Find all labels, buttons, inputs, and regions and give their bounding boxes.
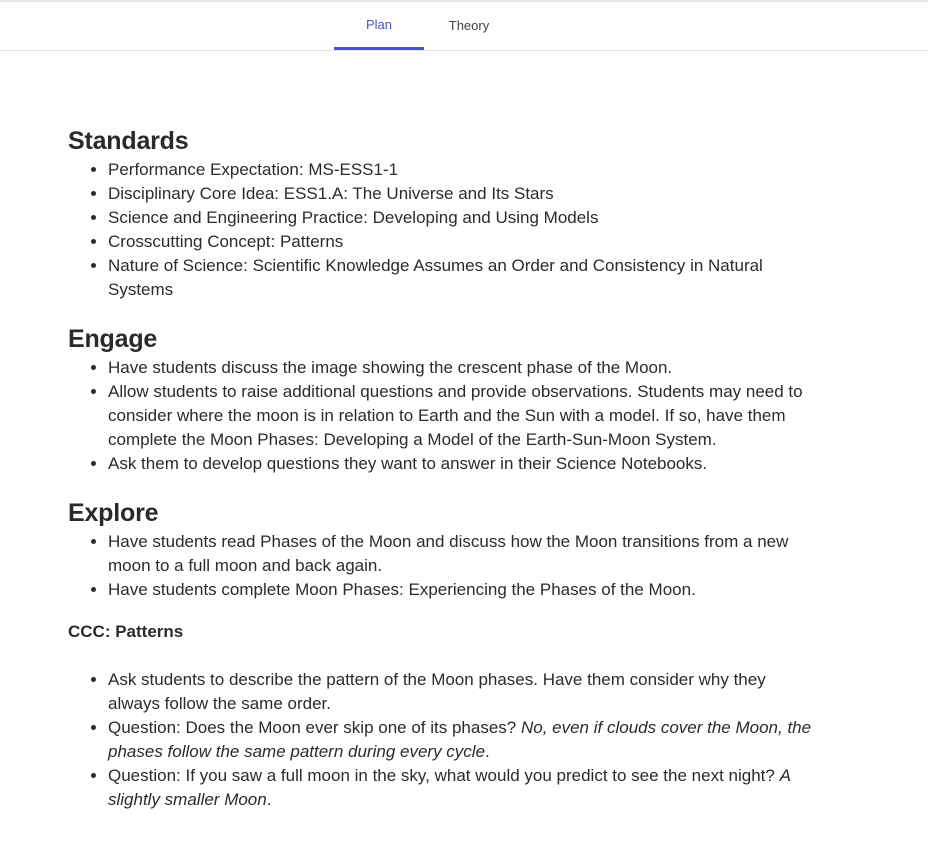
question-text: Question: If you saw a full moon in the sky, what would you predict to see the next night? <box>108 766 780 785</box>
list-item: • Have students complete Moon Phases: Experiencing the Phases of the Moon. <box>108 578 818 602</box>
engage-list <box>68 356 818 476</box>
explore-heading: Explore <box>68 499 159 527</box>
standards-heading: Standards <box>68 127 189 155</box>
list-item <box>108 716 818 764</box>
engage-heading: Engage <box>68 325 158 353</box>
list-item: • Science and Engineering Practice: Developing and Using Models <box>108 206 818 230</box>
list-item: • Performance Expectation: MS-ESS1-1 <box>108 158 818 182</box>
punctuation: . <box>266 790 272 809</box>
ccc-heading: CCC: Patterns <box>68 622 184 641</box>
answer-text: A slightly smaller Moon <box>108 766 791 809</box>
answer-text: No, even if clouds cover the Moon, the phases follow the same pattern during every cycle <box>108 718 812 761</box>
tab-theory[interactable]: Theory <box>448 18 490 33</box>
list-item: • Disciplinary Core Idea: ESS1.A: The Universe and Its Stars <box>108 182 818 206</box>
standards-section <box>68 124 818 302</box>
list-item: • Crosscutting Concept: Patterns <box>108 230 818 254</box>
lesson-content <box>68 124 818 812</box>
list-item: • Ask them to develop questions they want to answer in their Science Notebooks. <box>108 452 818 476</box>
tab-plan[interactable]: Plan <box>334 2 424 50</box>
ccc-list <box>68 668 818 812</box>
list-item: • Have students discuss the image showing the crescent phase of the Moon. <box>108 356 818 380</box>
list-item: • Have students read Phases of the Moon and discuss how the Moon transitions from a new moon to a full moon and back again. <box>108 530 818 578</box>
ccc-section <box>68 620 818 812</box>
question-text: Question: Does the Moon ever skip one of its phases? <box>108 718 521 737</box>
standards-list <box>68 158 818 302</box>
explore-list <box>68 530 818 602</box>
list-item: • Ask students to describe the pattern of the Moon phases. Have them consider why they always follow the same order. <box>108 668 818 716</box>
explore-section <box>68 496 818 602</box>
tab-bar <box>0 2 928 51</box>
engage-section <box>68 322 818 476</box>
list-item: • Allow students to raise additional questions and provide observations. Students may need to consider where the moon is in relation to Earth and the Sun with a model. If so, have them complete the Moon Phases: Developing a Model of the Earth-Sun-Moon System. <box>108 380 818 452</box>
list-item: • Nature of Science: Scientific Knowledge Assumes an Order and Consistency in Natural Systems <box>108 254 818 302</box>
punctuation: . <box>485 742 490 761</box>
list-item <box>108 764 818 812</box>
